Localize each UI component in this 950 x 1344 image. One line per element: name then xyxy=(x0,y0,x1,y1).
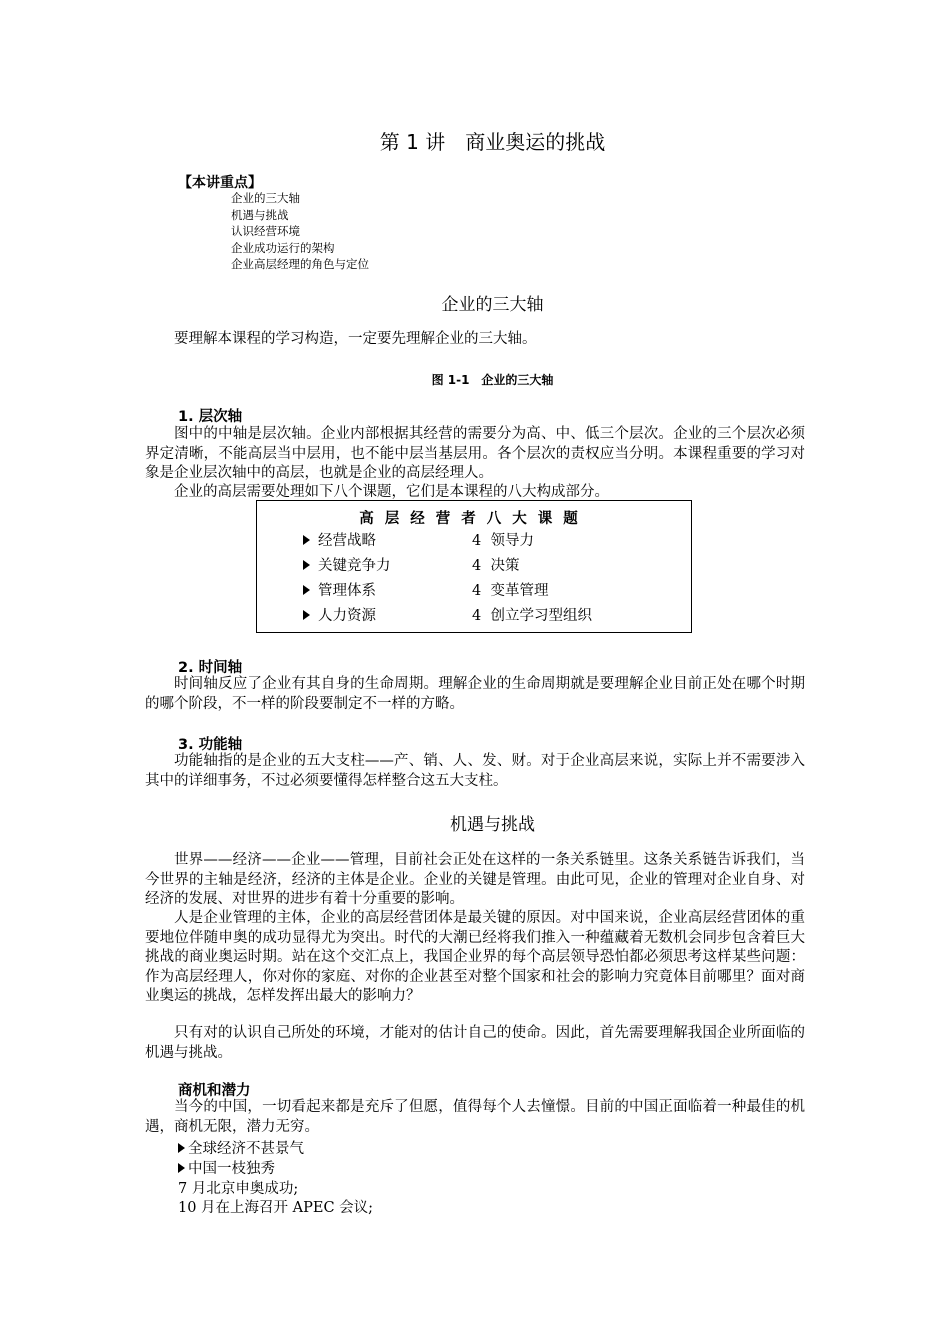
triangle-bullet-icon xyxy=(178,1163,185,1173)
key-point-item: 企业成功运行的架构 xyxy=(231,240,335,255)
page-title: 第 1 讲 商业奥运的挑战 xyxy=(379,130,606,154)
bullet-item: 全球经济不甚景气 xyxy=(178,1137,304,1158)
time-axis-paragraph: 时间轴反应了企业有其自身的生命周期。理解企业的生命周期就是要理解企业目前正处在哪个时期的哪个阶段，不一样的阶段要制定不一样的方略。 xyxy=(145,676,805,712)
box-item: 4 领导力 xyxy=(472,533,534,549)
box-title: 高层经营者八大课题 xyxy=(359,511,589,527)
figure-caption: 图 1-1 企业的三大轴 xyxy=(431,373,554,387)
key-point-item: 认识经营环境 xyxy=(231,224,300,238)
opportunity-paragraph-3: 只有对的认识自己所处的环境，才能对的估计自己的使命。因此，首先需要理解我国企业所面临的机遇与挑战。 xyxy=(145,1025,805,1061)
box-item: 经营战略 xyxy=(303,529,376,550)
text-line: 10 月在上海召开 APEC 会议; xyxy=(178,1200,374,1216)
box-item: 管理体系 xyxy=(303,579,376,600)
box-item: 4 变革管理 xyxy=(472,583,549,599)
section-heading-opportunity: 机遇与挑战 xyxy=(450,815,535,835)
box-item: 关键竞争力 xyxy=(303,554,391,575)
bullet-marker: 4 xyxy=(472,583,482,599)
level-axis-paragraph-2: 企业的高层需要处理如下八个课题，它们是本课程的八大构成部分。 xyxy=(174,484,609,500)
level-axis-paragraph: 图中的中轴是层次轴。企业内部根据其经营的需要分为高、中、低三个层次。企业的三个层次必须界定清晰，不能高层当中层用，也不能中层当基层用。各个层次的责权应当分明。本课程重要的学习对象是企业层次轴中的高层，也就是企业的高层经理人。 xyxy=(145,426,805,481)
subheading-time-axis: 2. 时间轴 xyxy=(178,660,243,676)
bullet-marker: 4 xyxy=(472,533,482,549)
subheading-function-axis: 3. 功能轴 xyxy=(178,737,243,753)
key-point-item: 企业高层经理的角色与定位 xyxy=(231,257,369,271)
bullet-item: 中国一枝独秀 xyxy=(178,1157,275,1178)
triangle-bullet-icon xyxy=(303,585,310,595)
function-axis-paragraph: 功能轴指的是企业的五大支柱——产、销、人、发、财。对于企业高层来说，实际上并不需要涉入其中的详细事务，不过必须要懂得怎样整合这五大支柱。 xyxy=(145,753,805,789)
triangle-bullet-icon xyxy=(303,560,310,570)
subheading-level-axis: 1. 层次轴 xyxy=(178,409,243,425)
opportunity-paragraph-1: 世界——经济——企业——管理，目前社会正处在这样的一条关系链里。这条关系链告诉我们，当今世界的主轴是经济，经济的主体是企业。企业的关键是管理。由此可见，企业的管理对企业自身、对经济的发展、对世界的进步有着十分重要的影响。 xyxy=(145,852,805,907)
key-point-item: 企业的三大轴 xyxy=(231,191,300,205)
section1-intro: 要理解本课程的学习构造，一定要先理解企业的三大轴。 xyxy=(174,331,537,347)
triangle-bullet-icon xyxy=(303,535,310,545)
box-item: 4 决策 xyxy=(472,558,520,574)
section-heading-three-axes: 企业的三大轴 xyxy=(441,295,544,315)
opportunity-paragraph-2: 人是企业管理的主体，企业的高层经营团体是最关键的原因。对中国来说，企业高层经营团体的重要地位伴随申奥的成功显得尤为突出。时代的大潮已经将我们推入一种蕴藏着无数机会同步包含着巨大挑战的商业奥运时期。站在这个交汇点上，我国企业界的每个高层领导恐怕都必须思考这样某些问题：作为高层经理人，你对你的家庭、对你的企业甚至对整个国家和社会的影响力究竟体目前哪里？面对商业奥运的挑战，怎样发挥出最大的影响力？ xyxy=(145,910,805,1004)
text-line: 7 月北京申奥成功; xyxy=(178,1181,299,1197)
bullet-marker: 4 xyxy=(472,608,482,624)
business-potential-paragraph: 当今的中国，一切看起来都是充斥了但愿，值得每个人去憧憬。目前的中国正面临着一种最佳的机遇，商机无限，潜力无穷。 xyxy=(145,1099,805,1135)
subheading-business-potential: 商机和潜力 xyxy=(178,1083,251,1099)
box-item: 人力资源 xyxy=(303,604,376,625)
key-points-heading: 【本讲重点】 xyxy=(178,175,262,191)
triangle-bullet-icon xyxy=(178,1143,185,1153)
eight-topics-box xyxy=(256,500,692,633)
key-point-item: 机遇与挑战 xyxy=(231,207,289,222)
bullet-marker: 4 xyxy=(472,558,482,574)
triangle-bullet-icon xyxy=(303,610,310,620)
box-item: 4 创立学习型组织 xyxy=(472,608,592,624)
key-points-list xyxy=(231,190,369,273)
